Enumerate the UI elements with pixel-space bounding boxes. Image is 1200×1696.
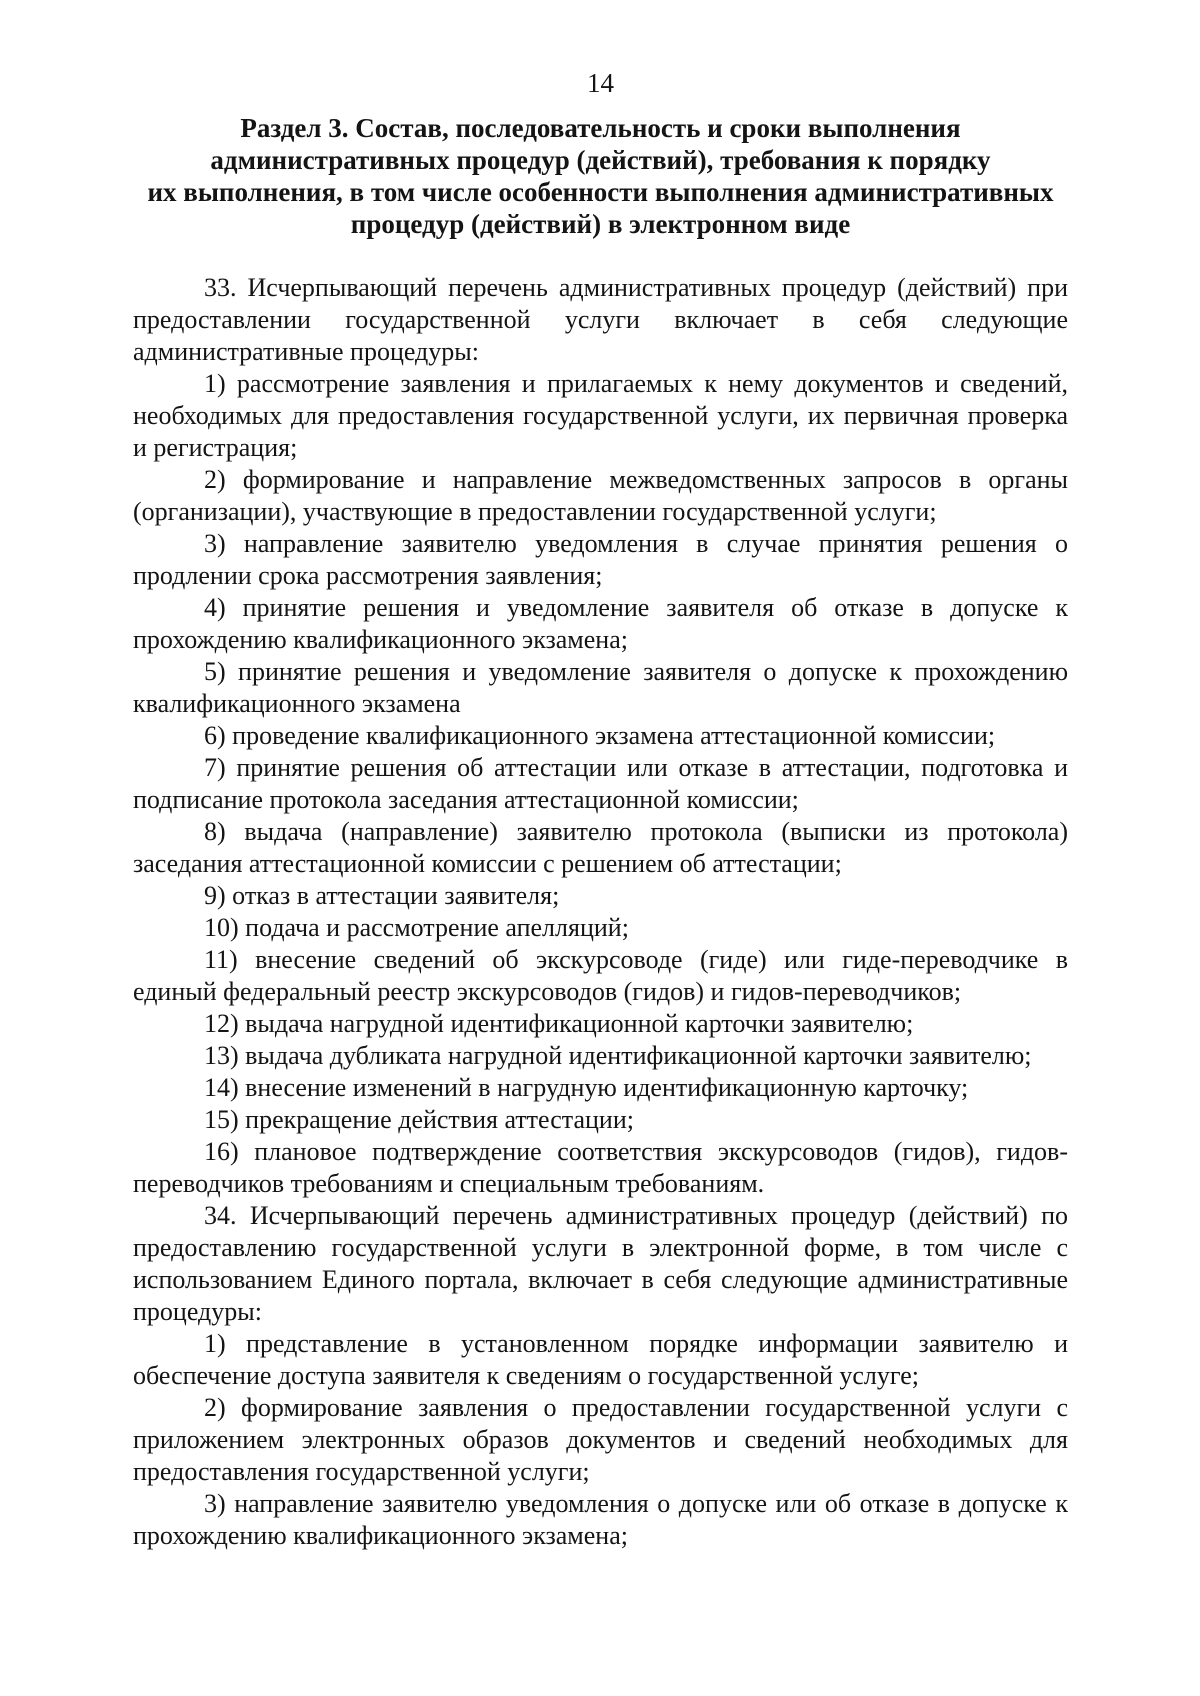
clause-34-intro: 34. Исчерпывающий перечень административных процедур (действий) по предоставлению государственной услуги в электронной форме, в том числе с использованием Единого портала, включает в себя следующие административные процедуры: (133, 1201, 1068, 1326)
list-item: 15) прекращение действия аттестации; (204, 1105, 634, 1134)
section-heading-line: процедур (действий) в электронном виде (350, 209, 851, 239)
page-number: 14 (587, 68, 614, 98)
list-item: 7) принятие решения об аттестации или отказе в аттестации, подготовка и подписание протокола заседания аттестационной комиссии; (133, 753, 1068, 814)
section-heading-line: административных процедур (действий), требования к порядку (210, 145, 991, 175)
list-item: 6) проведение квалификационного экзамена аттестационной комиссии; (204, 721, 996, 750)
list-item: 13) выдача дубликата нагрудной идентификационной карточки заявителю; (204, 1041, 1032, 1070)
list-item: 12) выдача нагрудной идентификационной карточки заявителю; (204, 1009, 914, 1038)
section-heading-line: их выполнения, в том числе особенности выполнения административных (147, 177, 1054, 207)
list-item: 4) принятие решения и уведомление заявителя об отказе в допуске к прохождению квалификационного экзамена; (133, 593, 1068, 654)
list-item: 16) плановое подтверждение соответствия экскурсоводов (гидов), гидов-переводчиков требованиям и специальным требованиям. (133, 1137, 1068, 1198)
list-item: 3) направление заявителю уведомления в случае принятия решения о продлении срока рассмотрения заявления; (133, 529, 1068, 590)
list-item: 10) подача и рассмотрение апелляций; (204, 913, 629, 942)
list-item: 2) формирование и направление межведомственных запросов в органы (организации), участвующие в предоставлении государственной услуги; (133, 465, 1068, 526)
list-item: 8) выдача (направление) заявителю протокола (выписки из протокола) заседания аттестационной комиссии с решением об аттестации; (133, 817, 1068, 878)
list-item: 11) внесение сведений об экскурсоводе (гиде) или гиде-переводчике в единый федеральный реестр экскурсоводов (гидов) и гидов-переводчиков; (133, 945, 1068, 1006)
section-heading-line: Раздел 3. Состав, последовательность и сроки выполнения (240, 113, 961, 143)
list-item: 2) формирование заявления о предоставлении государственной услуги с приложением электронных образов документов и сведений необходимых для предоставления государственной услуги; (133, 1393, 1068, 1486)
list-item: 14) внесение изменений в нагрудную идентификационную карточку; (204, 1073, 969, 1102)
body-text (133, 272, 1068, 1552)
list-item: 3) направление заявителю уведомления о допуске или об отказе в допуске к прохождению квалификационного экзамена; (133, 1489, 1068, 1550)
list-item: 9) отказ в аттестации заявителя; (204, 881, 560, 910)
list-item: 1) рассмотрение заявления и прилагаемых к нему документов и сведений, необходимых для предоставления государственной услуги, их первичная проверка и регистрация; (133, 369, 1068, 462)
section-heading (133, 112, 1068, 240)
clause-33-intro: 33. Исчерпывающий перечень административных процедур (действий) при предоставлении государственной услуги включает в себя следующие административные процедуры: (133, 273, 1068, 366)
list-item: 1) представление в установленном порядке информации заявителю и обеспечение доступа заявителя к сведениям о государственной услуге; (133, 1329, 1068, 1390)
list-item: 5) принятие решения и уведомление заявителя о допуске к прохождению квалификационного экзамена (133, 657, 1068, 718)
